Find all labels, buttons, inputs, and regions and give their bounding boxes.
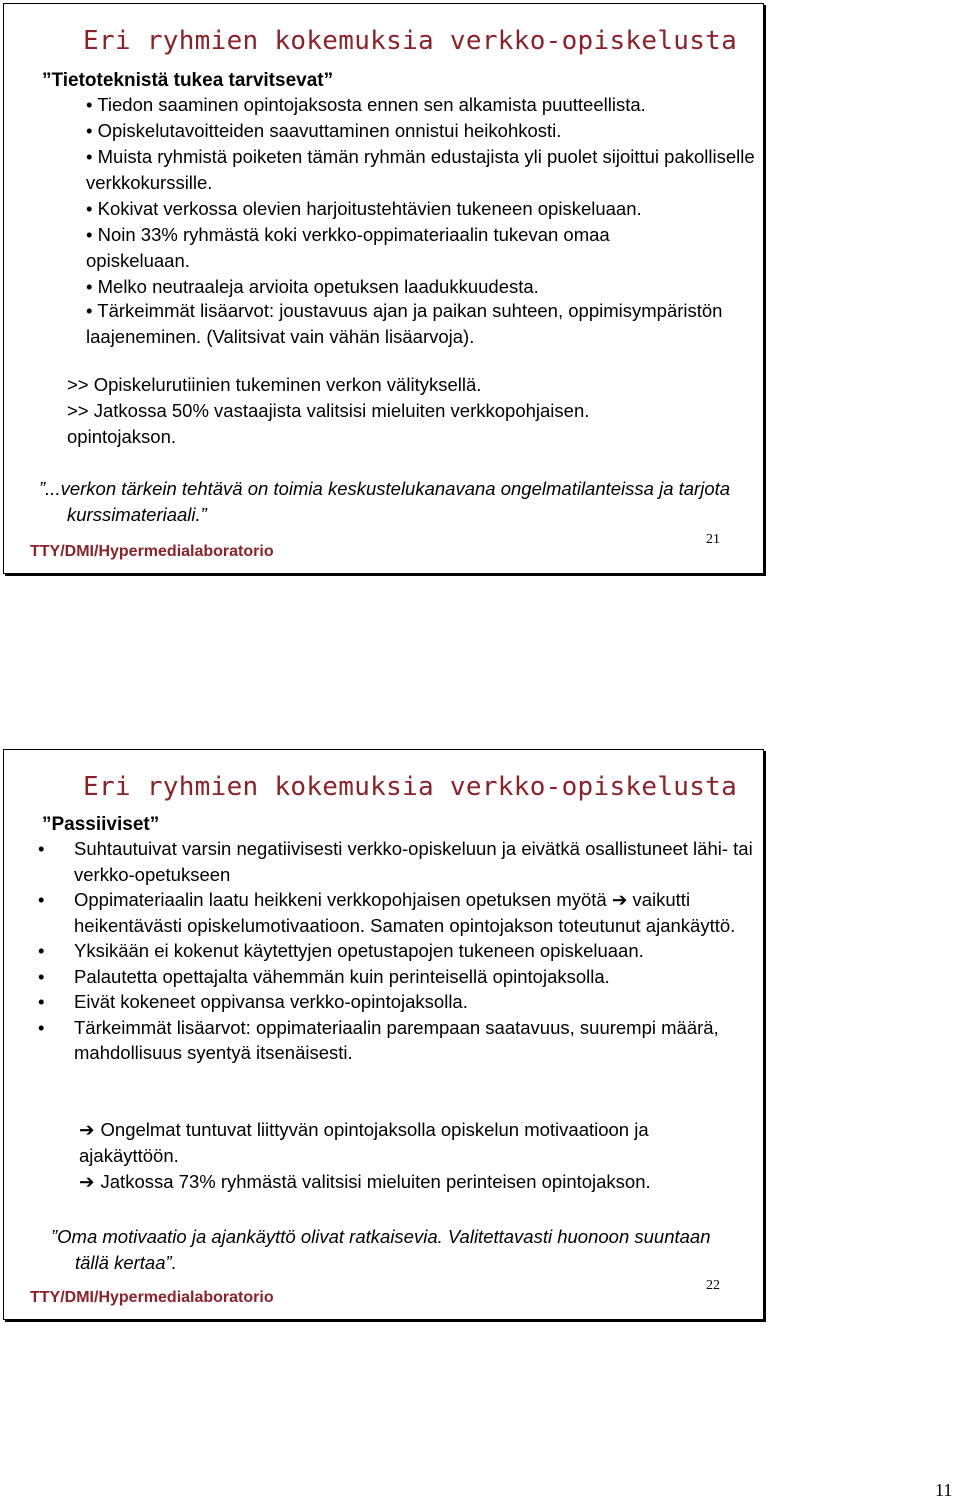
bullet-item: • Eivät kokeneet oppivansa verkko-opintojaksolla. xyxy=(38,991,468,1012)
bullet-list xyxy=(38,836,764,1066)
bullet-item: • Tärkeimmät lisäarvot: joustavuus ajan ja paikan suhteen, oppimisympäristön laajeneminen. (Valitsivat vain vähän lisäarvoja). xyxy=(86,300,723,347)
slide-title: Eri ryhmien kokemuksia verkko-opiskelusta xyxy=(83,772,738,802)
bullet-item: • Melko neutraaleja arvioita opetuksen laadukkuudesta. xyxy=(86,276,539,297)
bullet-item: • Noin 33% ryhmästä koki verkko-oppimateriaalin tukevan omaa opiskeluaan. xyxy=(86,224,610,271)
slide-title: Eri ryhmien kokemuksia verkko-opiskelusta xyxy=(83,26,738,56)
group-heading: ”Passiiviset” xyxy=(42,814,160,835)
arrow-right-icon: ➔ xyxy=(79,1119,95,1140)
bullet-item: • Yksikään ei kokenut käytettyjen opetustapojen tukeneen opiskeluaan. xyxy=(38,940,644,961)
quote: ”...verkon tärkein tehtävä on toimia keskustelukanavana ongelmatilanteissa ja tarjota kurssimateriaali.” xyxy=(39,478,731,525)
footer-lab: TTY/DMI/Hypermedialaboratorio xyxy=(30,543,274,560)
bullet-item: • Suhtautuivat varsin negatiivisesti verkko-opiskeluun ja eivätkä osallistuneet lähi- tai verkko-opetukseen xyxy=(38,838,753,885)
slide-number: 22 xyxy=(706,1278,720,1293)
bullet-item: • Opiskelutavoitteiden saavuttaminen onnistui heikohkosti. xyxy=(86,120,562,141)
slide-21 xyxy=(3,3,764,574)
bullet-item: • Kokivat verkossa olevien harjoitustehtävien tukeneen opiskeluaan. xyxy=(86,198,642,219)
conclusion-line: >> Opiskelurutiinien tukeminen verkon välityksellä. xyxy=(67,374,482,395)
page-number: 11 xyxy=(935,1480,953,1500)
arrow-right-icon: ➔ xyxy=(79,1171,95,1192)
conclusion-line: ➔ Ongelmat tuntuvat liittyvän opintojaksolla opiskelun motivaatioon ja ajakäyttöön. xyxy=(79,1119,649,1166)
footer-lab: TTY/DMI/Hypermedialaboratorio xyxy=(30,1289,274,1306)
quote: ”Oma motivaatio ja ajankäyttö olivat ratkaisevia. Valitettavasti huonoon suuntaan tällä kertaa”. xyxy=(51,1226,711,1273)
bullet-item: • Tärkeimmät lisäarvot: oppimateriaalin parempaan saatavuus, suurempi määrä, mahdollisuus syentyä itsenäisesti. xyxy=(38,1016,719,1063)
conclusion-line: >> Jatkossa 50% vastaajista valitsisi mieluiten verkkopohjaisen. opintojakson. xyxy=(67,400,590,447)
conclusion-line: ➔ Jatkossa 73% ryhmästä valitsisi mieluiten perinteisen opintojakson. xyxy=(79,1169,759,1195)
bullet-item: • Oppimateriaalin laatu heikkeni verkkopohjaisen opetuksen myötä ➔ vaikutti heikentävästi opiskelumotivaatioon. Samaten opintojakson toteutunut ajankäyttö. xyxy=(38,889,736,936)
slide-22 xyxy=(3,749,764,1320)
slide-number: 21 xyxy=(706,532,720,547)
bullet-item: • Palautetta opettajalta vähemmän kuin perinteisellä opintojaksolla. xyxy=(38,965,610,987)
bullet-item: • Muista ryhmistä poiketen tämän ryhmän edustajista yli puolet sijoittui pakolliselle verkkokurssille. xyxy=(86,146,755,193)
group-heading: ”Tietoteknistä tukea tarvitsevat” xyxy=(42,70,334,91)
bullet-item: • Tiedon saaminen opintojaksosta ennen sen alkamista puutteellista. xyxy=(86,94,646,115)
